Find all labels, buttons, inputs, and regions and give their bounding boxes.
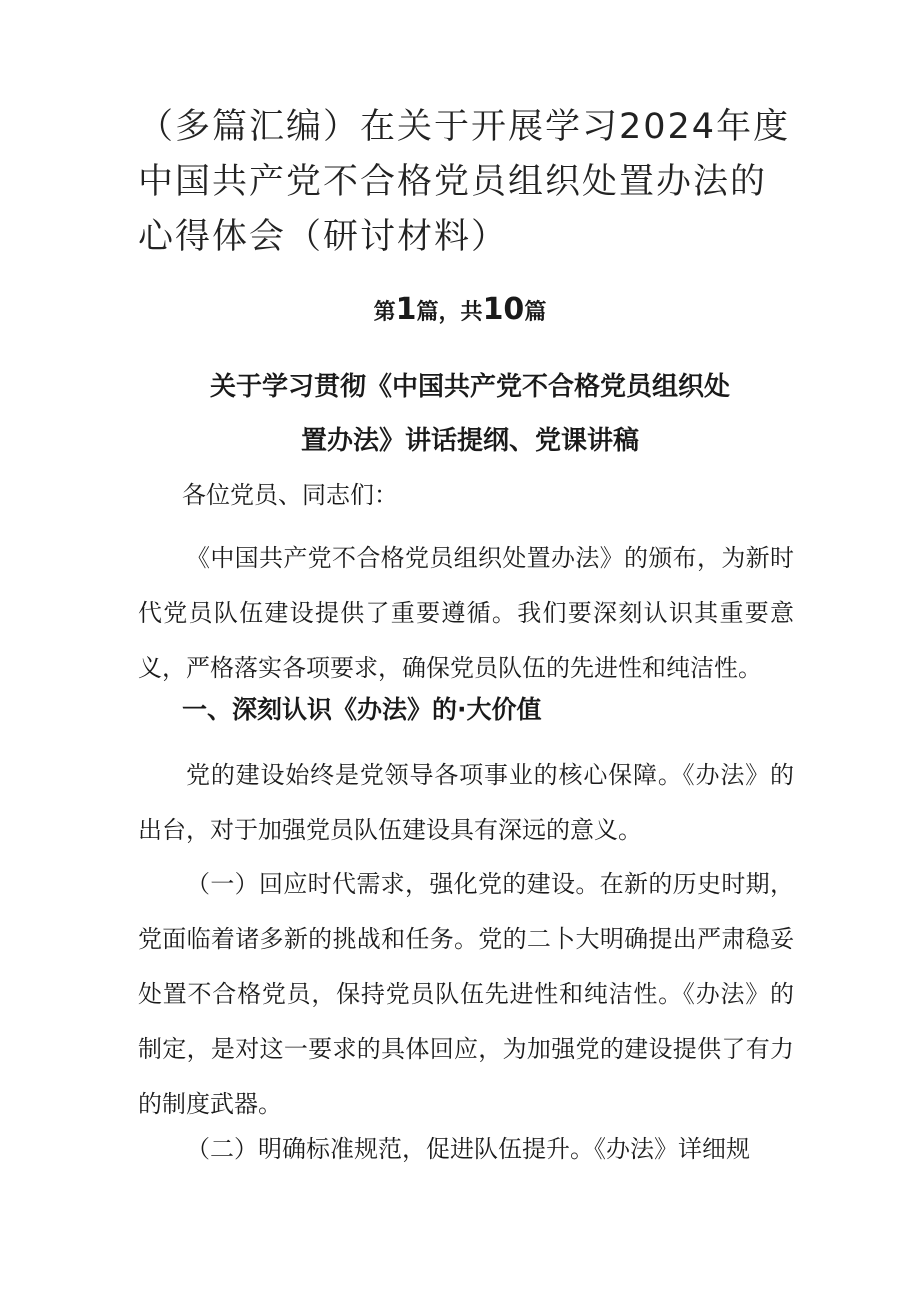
salutation: 各位党员、同志们： — [182, 481, 398, 509]
paragraph-3: （二）明确标准规范，促进队伍提升。《办法》详细规 — [186, 1135, 750, 1163]
article-title-line2: 置办法》讲话提纲、党课讲稿 — [300, 426, 639, 456]
paragraph-2: （一）回应时代需求，强化党的建设。在新的历史时期，党面临着诸多新的挑战和任务。党的二卜大明确提出严肃稳妥处置不合格党员，保持党员队伍先进性和纯洁性。《办法》的制定，是对这一要求的具体回应，为加强党的建设提供了有力的制度武器。 — [138, 870, 794, 1118]
paragraph-1: 党的建设始终是党领导各项事业的核心保障。《办法》的出台，对于加强党员队伍建设具有深远的意义。 — [138, 761, 794, 844]
article-title — [140, 360, 800, 468]
counter-suffix: 篇 — [524, 300, 547, 325]
document-title: （多篇汇编）在关于开展学习2024年度中国共产党不合格党员组织处置办法的心得体会（研讨材料） — [138, 107, 791, 257]
section-heading-1: 一、深刻认识《办法》的·大价值 — [182, 695, 542, 724]
counter-total: 10 — [482, 292, 525, 327]
intro-paragraph: 《中国共产党不合格党员组织处置办法》的颁布，为新时代党员队伍建设提供了重要遵循。我们要深刻认识其重要意义，严格落实各项要求，确保党员队伍的先进性和纯洁性。 — [138, 544, 794, 682]
counter-prefix: 第 — [373, 300, 396, 325]
counter-middle: 篇，共 — [416, 300, 483, 325]
article-counter — [0, 294, 920, 329]
article-title-line1: 关于学习贯彻《中国共产党不合格党员组织处 — [209, 372, 730, 402]
counter-current: 1 — [395, 292, 417, 327]
